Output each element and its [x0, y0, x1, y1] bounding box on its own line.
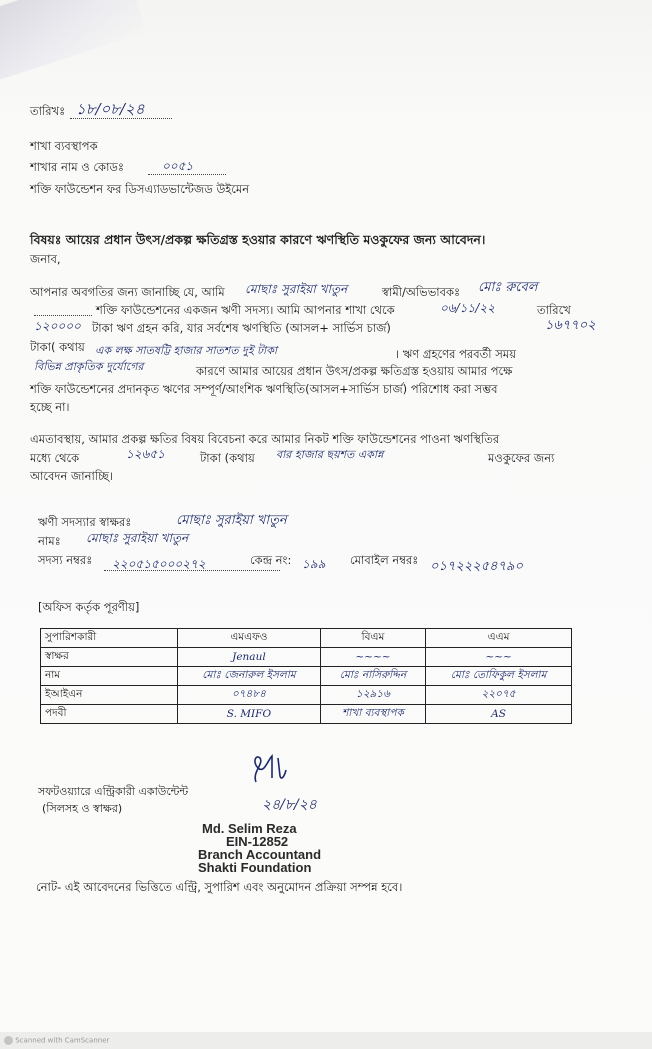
office-use-heading: [অফিস কর্তৃক পূরণীয়] [38, 600, 140, 614]
table-header-cell: এমএফও [178, 629, 321, 648]
waive-words-handwritten: বার হাজার ছয়শত একান্ন [276, 448, 384, 461]
body-text: মধ্যে থেকে [30, 451, 80, 465]
designation-cell: শাখা ব্যবস্থাপক [342, 706, 404, 719]
mobile-number-label: মোবাইল নম্বরঃ [350, 553, 419, 567]
ein-cell: ১২৯১৬ [355, 687, 391, 700]
scanner-mark [4, 1036, 109, 1045]
accountant-stamp [196, 822, 321, 874]
table-header-cell: এএম [426, 629, 572, 648]
camscanner-icon [4, 1036, 13, 1045]
signature-cell: ~~~~ [355, 651, 391, 663]
row-label: পদবী [41, 705, 178, 724]
body-text: মওকুফের জন্য [488, 451, 555, 465]
signature-cell: Jenaul [232, 651, 266, 663]
member-number-value: ২২০৫১৫০০০২৭২ [112, 557, 206, 571]
guardian-name-handwritten: মোঃ রুবেল [478, 280, 538, 295]
applicant-signature: মোছাঃ সুরাইয়া খাতুন [176, 513, 287, 528]
row-label: নাম [41, 667, 178, 686]
paper-fold [0, 0, 147, 85]
signature-cell: ~~~ [485, 651, 512, 663]
body-text: টাকা (কথায় [200, 451, 255, 465]
table-row [41, 667, 572, 686]
designation-cell: S. MIFO [226, 708, 272, 720]
designation-cell: AS [491, 708, 506, 720]
member-name-handwritten: মোছাঃ সুরাইয়া খাতুন [245, 282, 348, 296]
applicant-signature-label: ঋণী সদস্যার স্বাক্ষরঃ [38, 515, 132, 529]
office-approval-table [40, 628, 572, 724]
mobile-number-value: ০১৭২২২৫৪৭৯০ [430, 559, 523, 574]
row-label: স্বাক্ষর [41, 648, 178, 667]
body-text: শক্তি ফাউন্ডেশনের একজন ঋণী সদস্য। আমি আপনার শাখা থেকে [96, 303, 395, 317]
body-text: আপনার অবগতির জন্য জানাচ্ছি যে, আমি [30, 285, 225, 299]
outstanding-handwritten: ১৬৭৭০২ [545, 318, 596, 333]
date-label: তারিখঃ [30, 104, 66, 118]
branch-code-value: ০০৫১ [162, 159, 194, 173]
waive-amount-handwritten: ১২৬৫১ [126, 447, 165, 461]
body-text: কারণে আমার আয়ের প্রধান উৎস/প্রকল্প ক্ষতিগ্রস্ত হওয়ায় আমার পক্ষে [196, 364, 513, 378]
body-text: হচ্ছে না। [30, 400, 70, 414]
name-cell: মোঃ জেনারুল ইসলাম [202, 668, 296, 681]
stamp-line: Shakti Foundation [198, 860, 312, 875]
table-header-row [41, 629, 572, 648]
body-text: স্বামী/অভিভাবকঃ [382, 285, 461, 299]
ein-cell: ০৭৪৮৪ [231, 687, 266, 700]
applicant-name-label: নামঃ [38, 534, 61, 548]
organization-name: শক্তি ফাউন্ডেশন ফর ডিসএ্যাডভান্টেজড উইমেন [30, 182, 250, 196]
member-number-label: সদস্য নম্বরঃ [38, 553, 93, 567]
branch-name-label: শাখার নাম ও কোডঃ [30, 160, 125, 174]
body-text: আবেদন জানাচ্ছি। [30, 469, 114, 483]
table-header-cell: সুপারিশকারী [41, 629, 178, 648]
row-label: ইআইএন [41, 686, 178, 705]
body-text: শক্তি ফাউন্ডেশনের প্রদানকৃত ঋণের সম্পূর্ণ/আংশিক ঋণস্থিতি(আসল+সার্ভিস চার্জ) পরিশোধ করা সম্ভব [30, 382, 498, 396]
body-text: এমতাবস্থায়, আমার প্রকল্প ক্ষতির বিষয় বিবেচনা করে আমার নিকট শক্তি ফাউন্ডেশনের পাওনা ঋণস্থিতির [30, 432, 500, 446]
body-text: তারিখে [537, 303, 571, 317]
date-value: ১৮/০৮/২৪ [76, 100, 145, 118]
accountant-label: সফটওয়্যারে এন্ট্রিকারী একাউন্টেন্ট [38, 785, 189, 798]
scanner-mark-text: Scanned with CamScanner [15, 1036, 110, 1045]
body-text: টাকা( কথায় [30, 340, 85, 354]
cause-handwritten: বিভিন্ন প্রাকৃতিক দুর্যোগের [34, 360, 144, 373]
body-text: টাকা ঋণ গ্রহন করি, যার সর্বশেষ ঋণস্থিতি (আসল+ সার্ভিস চার্জ) [92, 321, 391, 335]
loan-amount-handwritten: ১২০০০০ [34, 319, 81, 333]
table-header-cell: বিএম [320, 629, 425, 648]
stamp-line: Branch Accountand [198, 847, 322, 862]
center-number-value: ১৯৯ [302, 557, 326, 571]
subject-line: বিষয়ঃ আয়ের প্রধান উৎস/প্রকল্প ক্ষতিগ্রস্ত হওয়ার কারণে ঋণস্থিতি মওকুফের জন্য আবেদন। [30, 232, 486, 247]
dotted-line [34, 315, 92, 316]
accountant-seal-label: (সিলসহ ও স্বাক্ষর) [42, 802, 123, 815]
stamp-line: EIN-12852 [226, 834, 289, 849]
table-row [41, 705, 572, 724]
applicant-name-value: মোছাঃ সুরাইয়া খাতুন [86, 531, 189, 545]
accountant-signature [250, 752, 290, 792]
center-number-label: কেন্দ্র নং: [250, 553, 292, 567]
stamp-line: Md. Selim Reza [202, 821, 297, 836]
table-row [41, 648, 572, 667]
body-text: । ঋণ গ্রহণের পরবর্তী সময় [395, 347, 516, 361]
loan-date-handwritten: ০৬/১১/২২ [440, 301, 495, 315]
footer-note: নোট- এই আবেদনের ভিত্তিতে এন্ট্রি, সুপারিশ এবং অনুমোদন প্রক্রিয়া সম্পন্ন হবে। [36, 880, 403, 894]
outstanding-words-handwritten: এক লক্ষ সাতষট্টি হাজার সাতশত দুই টাকা [95, 344, 278, 357]
accountant-signature-date: ২৪/৮/২৪ [262, 797, 317, 813]
ein-cell: ২২০৭৫ [481, 687, 516, 700]
name-cell: মোঃ তোফিকুল ইসলাম [450, 668, 547, 681]
name-cell: মোঃ নাসিরুদ্দিন [339, 668, 407, 681]
addressee-title: শাখা ব্যবস্থাপক [30, 139, 98, 153]
salutation: জনাব, [30, 252, 61, 266]
table-row [41, 686, 572, 705]
